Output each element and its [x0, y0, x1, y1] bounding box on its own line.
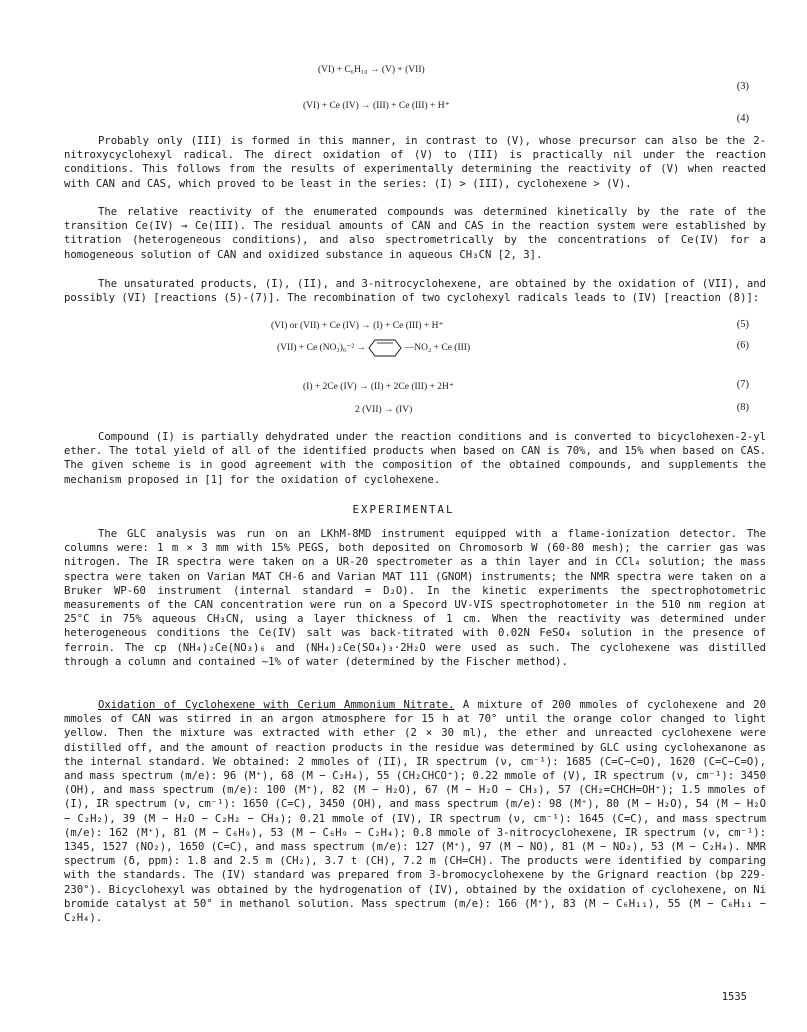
paragraph-compound-i: [64, 430, 766, 487]
equation-number-3: (3): [736, 81, 749, 92]
paragraph-reactivity-series: [64, 134, 766, 191]
equation-8: 2 (VII) → (IV): [355, 405, 413, 415]
section-heading-experimental: EXPERIMENTAL: [352, 503, 455, 516]
paragraph-text: The relative reactivity of the enumerated compounds was determined kinetically by the rate of the transition Ce(IV) → Ce(III). The residual amounts of CAN and CAS in the reaction system were established by titration (heterogeneous conditions), and also spectrometrically by the concentrations of Ce(IV) for a homogeneous solution of CAN and oxidized substance in aqueous CH₃CN [2, 3].: [64, 206, 766, 261]
equation-number-8: (8): [736, 402, 749, 413]
equation-number-5: (5): [736, 319, 749, 330]
paragraph-unsaturated-products: [64, 277, 766, 305]
equation-number-6: (6): [736, 340, 749, 351]
equation-6-left: (VII) + Ce (NO₃)₆⁻² →: [277, 343, 366, 354]
equation-4: (VI) + Ce (IV) → (III) + Ce (III) + H⁺: [303, 101, 450, 111]
subheading-oxidation: Oxidation of Cyclohexene with Cerium Ammonium Nitrate.: [98, 699, 455, 711]
paragraph-experimental-methods: [64, 527, 766, 669]
paragraph-text: A mixture of 200 mmoles of cyclohexene and 20 mmoles of CAN was stirred in an argon atmosphere for 15 h at 70° until the orange color changed to light yellow. Then the mixture was extracted with ether (2 × 30 ml), the ether and unreacted cyclohexene were distilled off, and the amount of reaction products in the residue was determined by GLC using cyclohexanone as the internal standard. We obtained: 2 mmoles of (II), IR spectrum (ν, cm⁻¹): 1685 (C=C−C=O), 1620 (C=C−C=O), and mass spectrum (m/e): 96 (M⁺), 68 (M − C₂H₄), 55 (CH₂CHCO⁺); 0.22 mmole of (V), IR spectrum (ν, cm⁻¹): 3450 (OH), and mass spectrum (m/e): 100 (M⁺), 82 (M − H₂O), 67 (M − H₂O − CH₃), 57 (CH₂=CHCH=OH⁺); 1.5 mmoles of (I), IR spectrum (ν, cm⁻¹): 1650 (C=C), 3450 (OH), and mass spectrum (m/e): 98 (M⁺), 80 (M − H₂O), 54 (M − H₂O − C₂H₂), 39 (M − H₂O − C₂H₂ − CH₃); 0.21 mmole of (IV), IR spectrum (ν, cm⁻¹): 1645 (C=C), and mass spectrum (m/e): 162 (M⁺), 81 (M − C₆H₉), 53 (M − C₆H₉ − C₂H₄); 0.8 mmole of 3-nitrocyclohexene, IR spectrum (ν, cm⁻¹): 1345, 1527 (NO₂), 1650 (C=C), and mass spectrum (m/e): 127 (M⁺), 97 (M − NO), 81 (M − NO₂), 53 (M − C₂H₄). NMR spectrum (δ, ppm): 1.8 and 2.5 m (CH₂), 3.7 t (CH), 7.2 m (CH=CH). The products were identified by comparing with the standards. The (IV) standard was prepared from 3-bromocyclohexene by the Grignard reaction (bp 229-230°). Bicyclohexyl was obtained by the hydrogenation of (IV), obtained by the oxidation of cyclohexene, on Ni bromide catalyst at 50° in methanol solution. Mass spectrum (m/e): 166 (M⁺), 83 (M − C₆H₁₁), 55 (M − C₆H₁₁ − C₂H₄).: [64, 699, 766, 925]
paragraph-oxidation-procedure: [64, 698, 766, 925]
paragraph-text: The GLC analysis was run on an LKhM-8MD instrument equipped with a flame-ionization detector. The columns were: 1 m × 3 mm with 15% PEGS, both deposited on Chromosorb W (60-80 mesh); the carrier gas was nitrogen. The IR spectra were taken on a UR-20 spectrometer as a thin layer and in CCl₄ solution; the mass spectra were taken on Varian MAT CH-6 and Varian MAT 111 (GNOM) instruments; the NMR spectra were taken on a Bruker WP-60 instrument (internal standard = D₂O). In the kinetic experiments the spectrophotometric measurements of the CAN concentration were run on a Specord UV-VIS spectrophotometer in the 510 nm region at 25°C in 75% aqueous CH₃CN, using a layer thickness of 1 cm. When the reactivity was determined under heterogeneous conditions the Ce(IV) salt was back-titrated with 0.02N FeSO₄ solution in the presence of ferroin. The cp (NH₄)₂Ce(NO₃)₆ and (NH₄)₂Ce(SO₄)₃·2H₂O were used as such. The cyclohexene was distilled through a column and contained ~1% of water (determined by the Fischer method).: [64, 528, 766, 668]
equation-5: (VI) or (VII) + Ce (IV) → (I) + Ce (III) + H⁺: [271, 321, 444, 331]
cyclohexene-ring-icon: [368, 339, 402, 357]
paragraph-relative-reactivity: [64, 205, 766, 262]
equation-3: (VI) + C₆H₁₀ → (V) + (VII): [318, 65, 425, 75]
equation-number-4: (4): [736, 113, 749, 124]
paragraph-text: Probably only (III) is formed in this manner, in contrast to (V), whose precursor can also be the 2-nitroxycyclohexyl radical. The direct oxidation of (V) to (III) is practically nil under the reaction conditions. This follows from the results of experimentally determining the reactivity of (V) when reacted with CAN and CAS, which proved to be least in the series: (I) > (III), cyclohexene > (V).: [64, 135, 766, 190]
equation-6: [277, 339, 470, 357]
paragraph-text: The unsaturated products, (I), (II), and 3-nitrocyclohexene, are obtained by the oxidation of (VII), and possibly (VI) [reactions (5)-(7)]. The recombination of two cyclohexyl radicals leads to (IV) [reaction (8)]:: [64, 278, 766, 305]
equation-7: (I) + 2Ce (IV) → (II) + 2Ce (III) + 2H⁺: [303, 382, 454, 392]
page-number: 1535: [721, 991, 747, 1003]
equation-number-7: (7): [736, 379, 749, 390]
equation-6-right: —NO₂ + Ce (III): [404, 343, 471, 354]
paragraph-text: Compound (I) is partially dehydrated under the reaction conditions and is converted to bicyclohexen-2-yl ether. The total yield of all of the identified products when based on CAN is 70%, and 15% when based on CAS. The given scheme is in good agreement with the composition of the obtained compounds, and supplements the mechanism proposed in [1] for the oxidation of cyclohexene.: [64, 431, 766, 486]
